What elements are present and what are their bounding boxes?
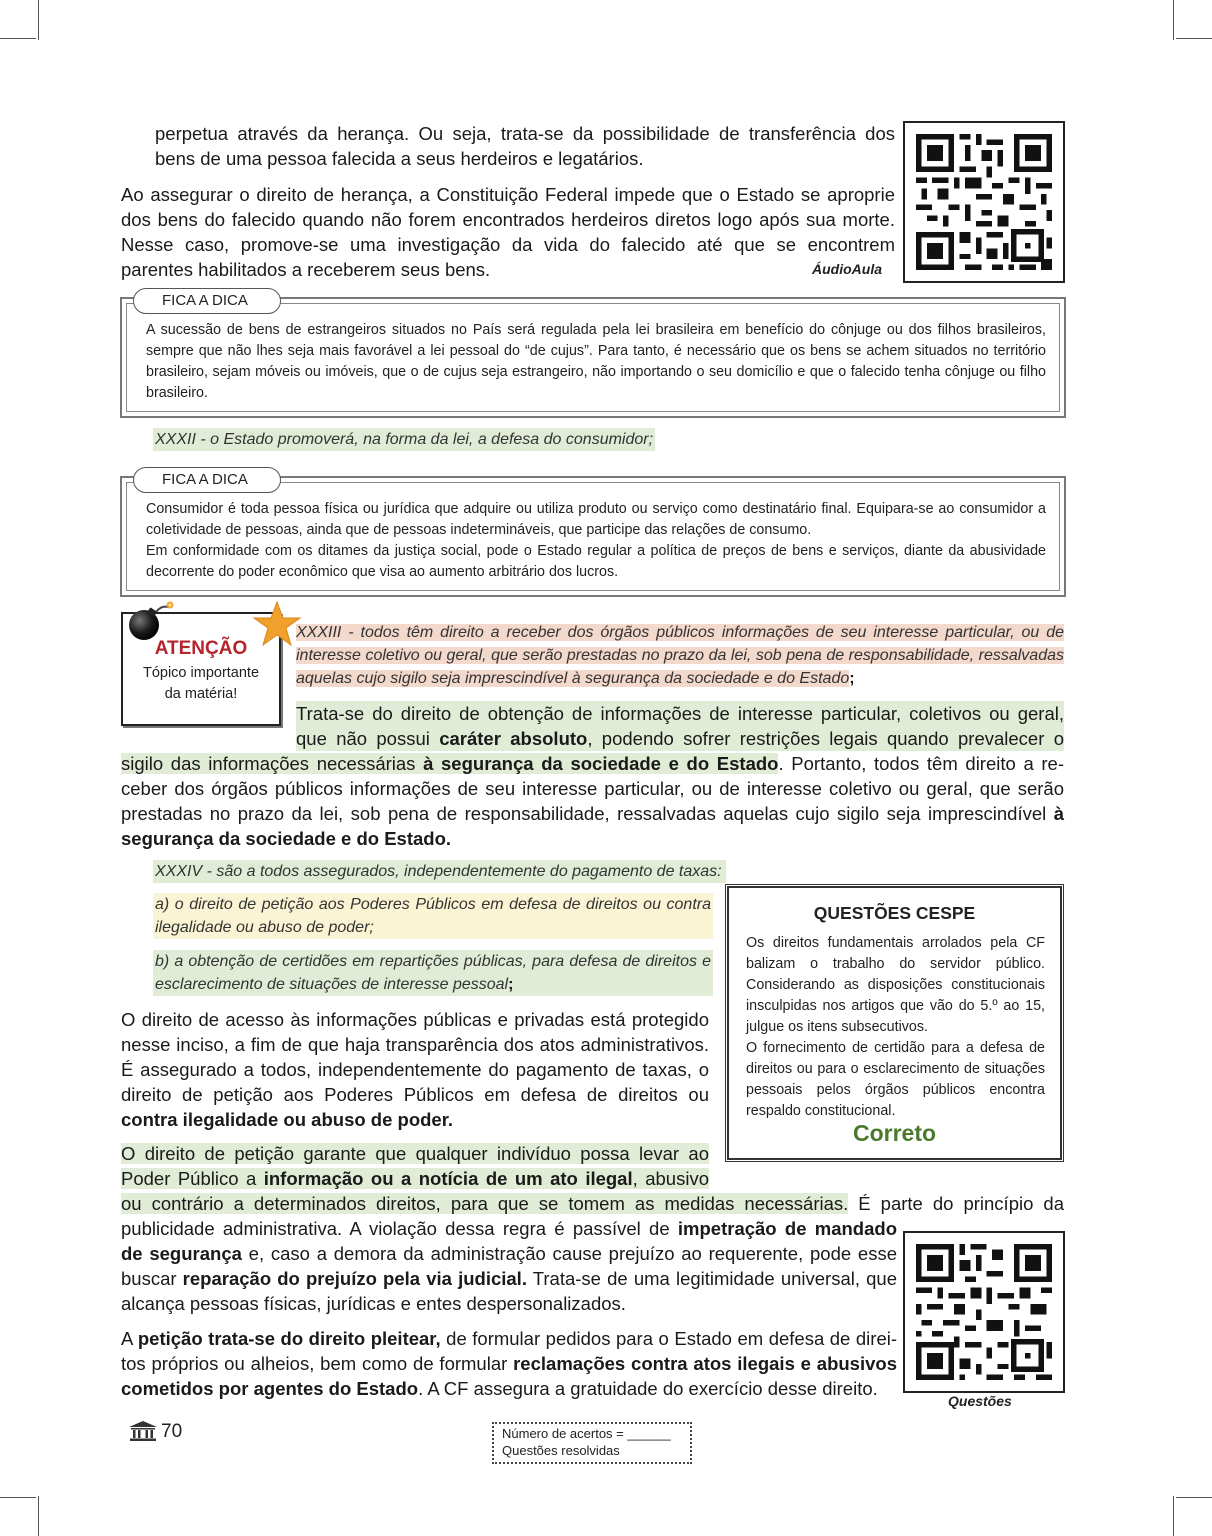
final-l3: cometidos por agentes do Estado. A CF assegura a gratuidade do exercício desse direito. [121, 1378, 878, 1399]
cespe-text-1: Os direitos fundamentais arrolados pela CF balizam o trabalho do servidor público. Considerando as disposições constitucionais insculpidas nos artigos que vão do 5.º ao 15, julgue os itens subsecutivos. [746, 935, 1045, 1035]
inciso-xxxiii [296, 621, 1064, 690]
peticao-l2: Poder Público a informação ou a notícia de um ato ilegal, abusivo [121, 1168, 709, 1189]
atencao-title: ATENÇÃO [154, 638, 248, 659]
acesso-paragraph: O direito de acesso às informações públicas e privadas está protegido nesse inciso, a fim de que haja transparência dos atos administrativos. É assegurado a todos, independentemente do pagamento de taxas, o direito de petição aos Poderes Públicos em defesa de direitos ou contra ilegalidade ou abuso de poder. [121, 1009, 709, 1130]
qr-code-audioaula[interactable] [903, 121, 1065, 283]
cespe-answer: Correto [852, 1120, 937, 1146]
score-resolvidas: Questões resolvidas [502, 1443, 620, 1458]
xxxiii-comment-l3: sigilo das informações necessárias à segurança da sociedade e do Estado. Portanto, todos têm direito a re- [121, 753, 1064, 774]
peticao-l5: de segurança e, caso a demora da administração cause prejuízo ao requerente, pode esse [121, 1243, 897, 1264]
inciso-xxxii: XXXII - o Estado promoverá, na forma da lei, a defesa do consumidor; [153, 428, 655, 451]
peticao-l7: alcança pessoas físicas, jurídicas e entes despersonalizados. [121, 1293, 626, 1314]
xxxiii-comment-l6: segurança da sociedade e do Estado. [121, 828, 452, 849]
star-icon [252, 600, 302, 648]
alinea-b: b) a obtenção de certidões em repartições públicas, para defesa de direitos e esclarecimento de situações de interesse pessoal; [153, 950, 713, 996]
intro-line-2: bens de uma pessoa falecida a seus herdeiros e legatários. [155, 148, 644, 169]
page-number: 70 [161, 1421, 183, 1442]
score-acertos: Número de acertos = ______ [502, 1426, 671, 1441]
dica-text-2a: Consumidor é toda pessoa física ou jurídica que adquire ou utiliza produto ou serviço como destinatário final. Equipara-se ao consumidor a coletividade de pessoas, ainda que de pessoas indetermináveis, que participe das relações de consumo. [146, 501, 1046, 538]
heranca-paragraph: Ao assegurar o direito de herança, a Constituição Federal impede que o Estado se aproprie dos bens do falecido quando não forem encontrados herdeiros diretos logo após sua morte. Nesse caso, promove-se uma investigação da vida do falecido até que se encontrem parentes habilitados a receberem seus bens. [121, 184, 895, 280]
peticao-l6: buscar reparação do prejuízo pela via judicial. Trata-se de uma legitimidade universal, que [121, 1268, 898, 1289]
dica-tab-2: FICA A DICA [133, 467, 281, 493]
inciso-xxxiv: XXXIV - são a todos assegurados, independentemente do pagamento de taxas: [153, 860, 726, 883]
xxxiii-comment-l5: prestadas no prazo da lei, sob pena de responsabilidade, ressalvadas aquelas cujo sigilo seja imprescindível à [121, 803, 1064, 824]
xxxiii-comment-l1: Trata-se do direito de obtenção de informações de interesse particular, coletivos ou geral, [296, 703, 1064, 724]
qr-code-icon [905, 1233, 1063, 1391]
qr-questoes-caption: Questões [948, 1393, 1012, 1409]
dica-text-2b: Em conformidade com os ditames da justiça social, pode o Estado regular a política de preços de bens e serviços, diante da abusividade decorrente do poder econômico que visa ao aumento arbitrário dos lucros. [146, 543, 1046, 580]
dica-text-1: A sucessão de bens de estrangeiros situados no País será regulada pela lei brasileira em benefício do cônjuge ou dos filhos brasileiros, sempre que não lhes seja mais favorável a lei pessoal do “de cujus”. Para tanto, é necessário que os bens se achem situados no território brasileiro, sejam móveis ou imóveis, que o de cujus seja estrangeiro, não importando o seu domicílio e que o falecido tenha cônjuge ou filho brasileiro. [146, 322, 1046, 401]
atencao-line-1: Tópico importante [142, 665, 260, 681]
cespe-title: QUESTÕES CESPE [813, 903, 976, 923]
institution-icon [128, 1420, 158, 1442]
intro-line-1: perpetua através da herança. Ou seja, trata-se da possibilidade de transferência dos [155, 123, 895, 144]
peticao-l3: ou contrário a determinados direitos, para que se tomem as medidas necessárias. É parte do princípio da [121, 1193, 1064, 1214]
xxxiii-comment-l4: ceber dos órgãos públicos informações de seu interesse particular, ou de interesse coletivo ou geral, que serão [121, 778, 1064, 799]
peticao-l4: publicidade administrativa. A violação dessa regra é passível de impetração de mandado [121, 1218, 898, 1239]
inciso-xxxiii-text: XXXIII - todos têm direito a receber dos órgãos públicos informações de seu interesse particular, ou de interesse coletivo ou geral, que serão prestadas no prazo da lei, sob pena de responsabilidade, ressalvadas aquelas cujo sigilo seja imprescindível à segurança da sociedade e do Estado [296, 624, 1064, 687]
bomb-icon [124, 597, 184, 643]
score-box [492, 1422, 692, 1464]
qr-code-icon [905, 123, 1063, 281]
qr-code-questoes[interactable] [903, 1231, 1065, 1393]
dica-tab-1: FICA A DICA [133, 288, 281, 314]
qr-audio-caption: ÁudioAula [812, 261, 882, 277]
cespe-box [725, 884, 1064, 1162]
cespe-text-2: O fornecimento de certidão para a defesa de direitos ou para o esclarecimento de situações pessoais pelos órgãos públicos encontra respaldo constitucional. [746, 1040, 1045, 1119]
alinea-a: a) o direito de petição aos Poderes Públicos em defesa de direitos ou contra ilegalidade ou abuso de poder; [153, 893, 713, 939]
inciso-xxxiii-end: ; [849, 670, 855, 687]
atencao-line-2: da matéria! [164, 686, 238, 702]
peticao-l1: O direito de petição garante que qualquer indivíduo possa levar ao [121, 1143, 709, 1164]
final-l2: tos próprios ou alheios, bem como de formular reclamações contra atos ilegais e abusivos [121, 1353, 897, 1374]
final-l1: A petição trata-se do direito pleitear, de formular pedidos para o Estado em defesa de direi- [121, 1328, 897, 1349]
xxxiii-comment-l2: que não possui caráter absoluto, podendo sofrer restrições legais quando prevalecer o [296, 728, 1064, 749]
